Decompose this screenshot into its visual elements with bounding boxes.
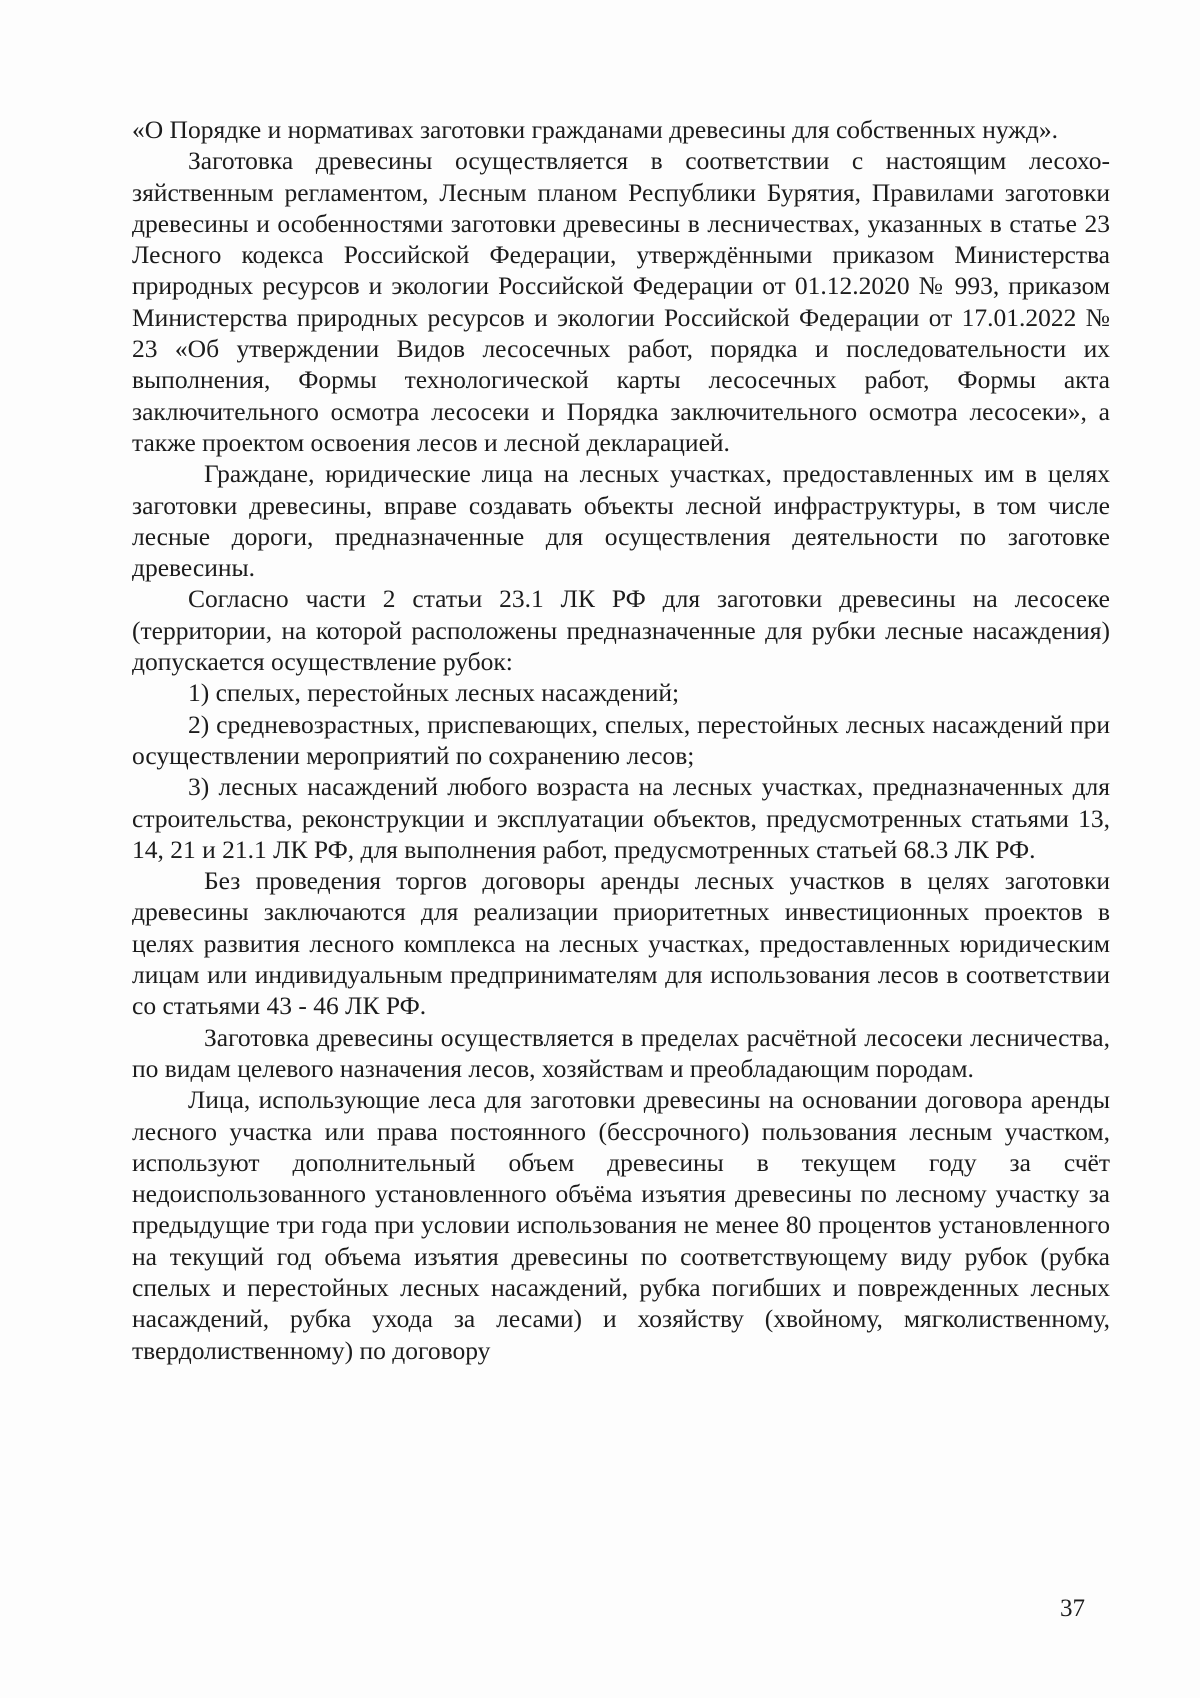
paragraph-2: Заготовка древесины осуществляется в соответствии с настоящим лесохозяйственным регламентом, Лесным планом Республики Бурятия, Правилами заготовки древесины и особенностями заготовки древесины в лесничествах, указанных в статье 23 Лесного кодекса Российской Федерации, утверждёнными приказом Министерства природных ресурсов и экологии Российской Федерации от 01.12.2020 № 993, приказом Министерства природных ресурсов и экологии Российской Федерации от 17.01.2022 № 23 «Об утверждении Видов лесосечных работ, порядка и последовательности их выполнения, Формы технологической карты лесосечных работ, Формы акта заключительного осмотра лесосеки и Порядка заключительного осмотра лесосеки», а также проектом освоения лесов и лесной декларацией. xyxy=(132,146,1110,457)
paragraph-5: Без проведения торгов договоры аренды лесных участков в целях заготовки древесины заключаются для реализации приоритетных инвестиционных проектов в целях развития лесного комплекса на лесных участках, предоставленных юридическим лицам или индивидуальным предпринимателям для использования лесов в соответствии со статьями 43 - 46 ЛК РФ. xyxy=(132,866,1110,1021)
page-number: 37 xyxy=(1060,1595,1085,1622)
paragraph-6: Заготовка древесины осуществляется в пределах расчётной лесосеки лесничества, по видам целевого назначения лесов, хозяйствам и преобладающим породам. xyxy=(132,1022,1110,1083)
list-item-1: 1) спелых, перестойных лесных насаждений; xyxy=(188,678,680,708)
paragraph-3: Граждане, юридические лица на лесных участках, предоставленных им в целях заготовки древесины, вправе создавать объекты лесной инфраструктуры, в том числе лесные дороги, предназначенные для осуществления деятельности по заготовке древесины. xyxy=(132,459,1110,583)
list-item-2: 2) средневозрастных, приспевающих, спелых, перестойных лесных насаждений при осуществлении мероприятий по сохранению лесов; xyxy=(132,709,1110,770)
paragraph-1: «О Порядке и нормативах заготовки гражданами древесины для собственных нужд». xyxy=(132,115,1058,144)
list-item-3: 3) лесных насаждений любого возраста на лесных участках, предназначенных для строительства, реконструкции и эксплуатации объектов, предусмотренных статьями 13, 14, 21 и 21.1 ЛК РФ, для выполнения работ, предусмотренных статьей 68.3 ЛК РФ. xyxy=(132,772,1110,864)
paragraph-7: Лица, использующие леса для заготовки древесины на основании договора аренды лесного участка или права постоянного (бессрочного) пользования лесным участком, используют дополнительный объем древесины в текущем году за счёт недоиспользованного установленного объёма изъятия древесины по лесному участку за предыдущие три года при условии использования не менее 80 процентов установленного на текущий год объема изъятия древесины по соответствующему виду рубок (рубка спелых и перестойных лесных насаждений, рубка погибших и поврежденных лесных насаждений, рубка ухода за лесами) и хозяйству (хвойному, мягколиственному, твердолиственному) по договору xyxy=(132,1085,1110,1365)
document-body xyxy=(132,114,1110,1366)
paragraph-4: Согласно части 2 статьи 23.1 ЛК РФ для заготовки древесины на лесосеке (территории, на которой расположены предназначенные для рубки лесные насаждения) допускается осуществление рубок: xyxy=(132,584,1110,677)
